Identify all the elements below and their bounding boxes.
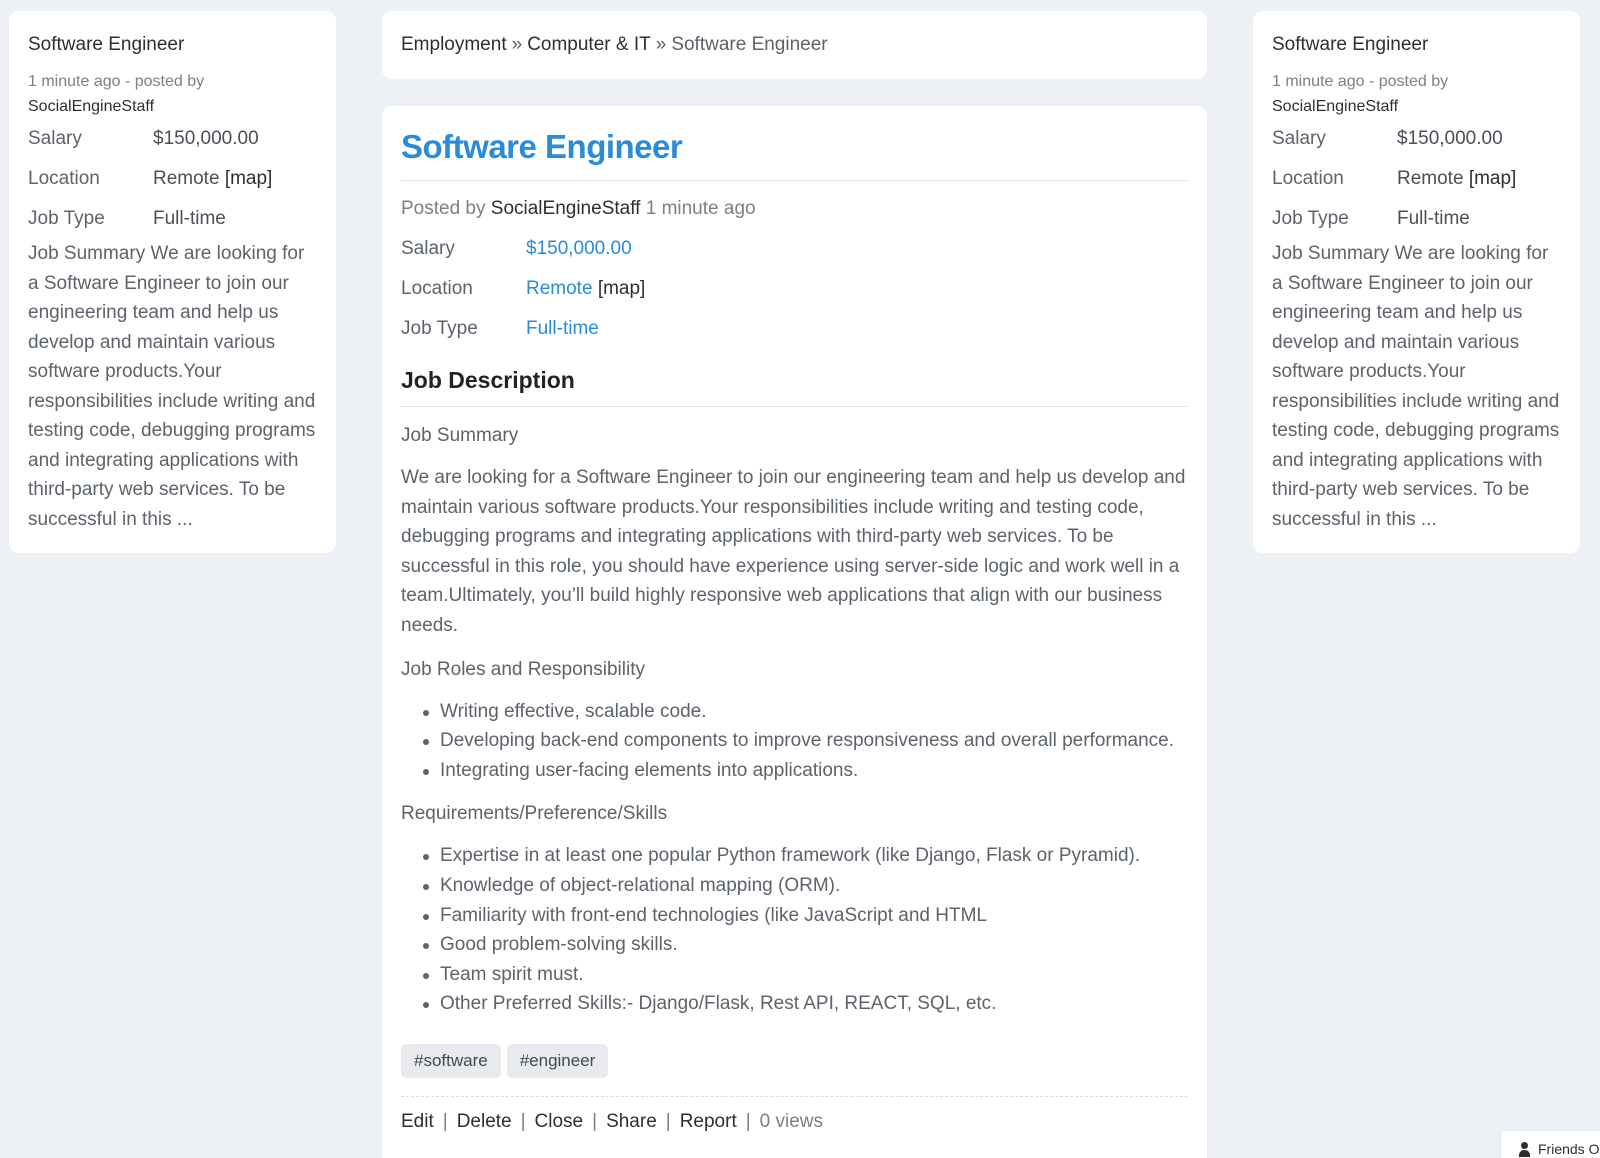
- list-item: Other Preferred Skills:- Django/Flask, Rest API, REACT, SQL, etc.: [421, 989, 1188, 1019]
- location-value: Remote: [153, 168, 220, 189]
- summary-text: We are looking for a Software Engineer to join our engineering team and help us develop and maintain various software products.Your responsibilities include writing and testing code, debugging programs and integrating applications with third-party web services. To be successful in this role, you should have experience using server-side logic and work well in a team.Ultimately, you’ll build highly responsive web applications that align with our business needs.: [401, 467, 1186, 636]
- row-label: Salary: [28, 128, 82, 149]
- row-label: Job Type: [1272, 208, 1349, 229]
- divider: |: [665, 1110, 671, 1132]
- breadcrumb: [382, 11, 1207, 79]
- list-item: Good problem-solving skills.: [421, 930, 1188, 960]
- side-row-jobtype: [28, 199, 317, 239]
- breadcrumb-computer-it[interactable]: Computer & IT: [527, 34, 651, 55]
- divider: |: [592, 1110, 598, 1132]
- jobtype-link[interactable]: Full-time: [526, 318, 599, 339]
- row-label: Job Type: [401, 318, 478, 339]
- tag-software[interactable]: #software: [401, 1044, 501, 1078]
- row-value: [153, 159, 272, 199]
- side-row-jobtype: [1272, 199, 1561, 239]
- row-label: Salary: [1272, 128, 1326, 149]
- description-heading: Job Description: [401, 367, 1188, 407]
- row-label: Job Type: [28, 208, 105, 229]
- divider: |: [442, 1110, 448, 1132]
- page-title: Software Engineer: [401, 126, 1188, 181]
- side-row-salary: [1272, 119, 1561, 159]
- row-label: Location: [1272, 168, 1344, 189]
- roles-list: [401, 697, 1188, 786]
- map-link[interactable]: [map]: [1468, 168, 1517, 189]
- tag-list: [401, 1044, 1188, 1078]
- close-link[interactable]: Close: [534, 1110, 584, 1132]
- divider: |: [745, 1110, 751, 1132]
- posted-info: [401, 197, 1188, 221]
- summary-heading: Job Summary: [401, 425, 519, 446]
- breadcrumb-separator: »: [655, 34, 667, 55]
- row-value: Full-time: [153, 208, 226, 229]
- side-card-poster[interactable]: SocialEngineStaff: [1272, 98, 1399, 115]
- location-link[interactable]: Remote: [526, 278, 593, 299]
- requirements-heading: Requirements/Preference/Skills: [401, 803, 668, 825]
- side-row-salary: [28, 119, 317, 159]
- row-label: Salary: [401, 238, 455, 259]
- info-row-salary: [401, 229, 1188, 269]
- side-card-title[interactable]: Software Engineer: [28, 34, 185, 55]
- row-label: Location: [401, 278, 473, 299]
- side-card-summary: Job Summary We are looking for a Software Engineer to join our engineering team and help us develop and maintain various software products.Your responsibilities include writing and testing code, debugging programs and integrating applications with third-party web services. To be successful in this ...: [28, 243, 316, 530]
- action-bar: [401, 1096, 1188, 1133]
- posted-time: 1 minute ago: [645, 198, 756, 219]
- side-card-title[interactable]: Software Engineer: [1272, 34, 1429, 55]
- view-count: 0 views: [759, 1110, 824, 1132]
- row-label: Location: [28, 168, 100, 189]
- list-item: Familiarity with front-end technologies (like JavaScript and HTML: [421, 901, 1188, 931]
- divider: |: [520, 1110, 526, 1132]
- row-value: $150,000.00: [153, 128, 259, 149]
- list-item: Knowledge of object-relational mapping (ORM).: [421, 871, 1188, 901]
- job-detail-card: [382, 106, 1207, 1158]
- map-link[interactable]: [map]: [597, 278, 646, 299]
- side-card-poster[interactable]: SocialEngineStaff: [28, 98, 155, 115]
- list-item: Team spirit must.: [421, 960, 1188, 990]
- poster-link[interactable]: SocialEngineStaff: [490, 198, 641, 219]
- posted-prefix: Posted by: [401, 198, 486, 219]
- salary-value[interactable]: $150,000.00: [526, 238, 632, 259]
- list-item: Expertise in at least one popular Python framework (like Django, Flask or Pyramid).: [421, 841, 1188, 871]
- job-info: [401, 229, 1188, 349]
- friends-online-label: Friends O: [1538, 1141, 1600, 1157]
- side-card-meta: [28, 69, 317, 119]
- side-card-left: [9, 11, 336, 553]
- map-link[interactable]: [map]: [224, 168, 273, 189]
- share-link[interactable]: Share: [606, 1110, 657, 1132]
- breadcrumb-separator: »: [511, 34, 523, 55]
- row-value: [1397, 159, 1516, 199]
- row-value: $150,000.00: [1397, 128, 1503, 149]
- side-card-meta: [1272, 69, 1561, 119]
- side-card-summary: Job Summary We are looking for a Software Engineer to join our engineering team and help us develop and maintain various software products.Your responsibilities include writing and testing code, debugging programs and integrating applications with third-party web services. To be successful in this ...: [1272, 243, 1560, 530]
- person-icon: [1519, 1142, 1530, 1156]
- friends-online-tab[interactable]: [1500, 1130, 1600, 1158]
- edit-link[interactable]: Edit: [401, 1110, 434, 1132]
- breadcrumb-current: Software Engineer: [671, 34, 828, 55]
- breadcrumb-employment[interactable]: Employment: [401, 34, 507, 55]
- roles-heading: Job Roles and Responsibility: [401, 658, 645, 680]
- location-value: Remote: [1397, 168, 1464, 189]
- row-value: [526, 269, 645, 309]
- info-row-jobtype: [401, 309, 1188, 349]
- side-card-time: 1 minute ago - posted by: [28, 73, 205, 90]
- side-card-right: [1253, 11, 1580, 553]
- side-row-location: [28, 159, 317, 199]
- list-item: Writing effective, scalable code.: [421, 697, 1188, 727]
- row-value: Full-time: [1397, 208, 1470, 229]
- requirements-list: [401, 841, 1188, 1019]
- report-link[interactable]: Report: [679, 1110, 737, 1132]
- list-item: Integrating user-facing elements into applications.: [421, 756, 1188, 786]
- delete-link[interactable]: Delete: [456, 1110, 512, 1132]
- side-row-location: [1272, 159, 1561, 199]
- list-item: Developing back-end components to improve responsiveness and overall performance.: [421, 726, 1188, 756]
- info-row-location: [401, 269, 1188, 309]
- tag-engineer[interactable]: #engineer: [507, 1044, 609, 1078]
- side-card-time: 1 minute ago - posted by: [1272, 73, 1449, 90]
